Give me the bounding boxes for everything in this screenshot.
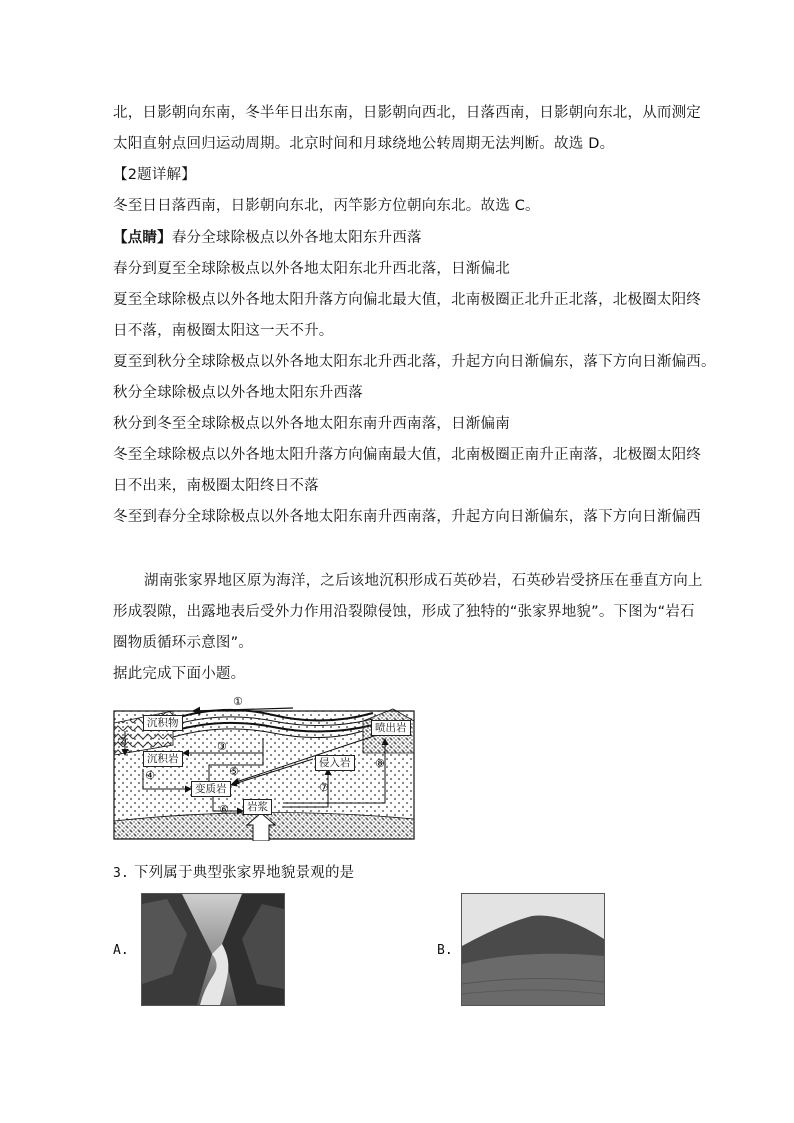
label-sediment: 沉积物: [143, 715, 183, 731]
process-number: ①: [233, 695, 243, 708]
label-sedimentary-rock: 沉积岩: [143, 751, 183, 767]
tip-label: 【点睛】: [113, 230, 172, 246]
process-number: ②: [117, 735, 127, 748]
text-line: 北，日影朝向东南，冬半年日出东南，日影朝向西北，日落西南，日影朝向东北，从而测定: [113, 105, 701, 121]
label-extrusive-rock: 喷出岩: [371, 720, 411, 736]
option-b-letter: B.: [437, 943, 453, 958]
label-metamorphic-rock: 变质岩: [191, 781, 231, 797]
text-line: 日不出来，南极圈太阳终日不落: [113, 478, 319, 494]
text-line: 秋分全球除极点以外各地太阳东升西落: [113, 385, 363, 401]
option-a-photo-gorge: [141, 893, 285, 1006]
rock-cycle-diagram: [113, 693, 419, 841]
tip-line: [113, 228, 422, 248]
option-b-photo-dune: [461, 893, 605, 1006]
process-number: ⑤: [229, 765, 239, 778]
process-number: ⑥: [219, 803, 229, 816]
label-magma: 岩浆: [243, 799, 272, 815]
text-line: 冬至全球除极点以外各地太阳升落方向偏南最大值，北南极圈正南升正南落，北极圈太阳终: [113, 447, 701, 463]
label-intrusive-rock: 侵入岩: [315, 755, 355, 771]
question-text: 下列属于典型张家界地貌景观的是: [133, 865, 355, 881]
question-3: [113, 863, 354, 884]
passage-line: 湖南张家界地区原为海洋，之后该地沉积形成石英砂岩，石英砂岩受挤压在垂直方向上: [144, 573, 703, 589]
text-line: 冬至日日落西南，日影朝向东北，丙竿影方位朝向东北。故选 C。: [113, 198, 540, 214]
text-line: 日不落，南极圈太阳这一天不升。: [113, 323, 334, 339]
text-line: 夏至到秋分全球除极点以外各地太阳东北升西北落，升起方向日渐偏东，落下方向日渐偏西。: [113, 354, 716, 370]
text-line: 太阳直射点回归运动周期。北京时间和月球绕地公转周期无法判断。故选 D。: [113, 136, 615, 152]
passage-line: 形成裂隙，出露地表后受外力作用沿裂隙侵蚀，形成了独特的“张家界地貌”。下图为“岩石: [113, 604, 695, 620]
tip-text: 春分全球除极点以外各地太阳东升西落: [171, 230, 422, 246]
text-line: 夏至全球除极点以外各地太阳升落方向偏北最大值，北南极圈正北升正北落，北极圈太阳终: [113, 292, 701, 308]
process-number: ④: [145, 769, 155, 782]
process-number: ⑦: [319, 781, 329, 794]
option-a-letter: A.: [113, 943, 129, 958]
process-number: ⑧: [375, 757, 385, 770]
text-line: 冬至到春分全球除极点以外各地太阳东南升西南落，升起方向日渐偏东，落下方向日渐偏西: [113, 509, 701, 525]
passage-line: 圈物质循环示意图”。: [113, 635, 254, 651]
question-number: 3.: [113, 866, 130, 881]
section-heading: 【2题详解】: [113, 167, 196, 183]
passage-line: 据此完成下面小题。: [113, 666, 246, 682]
text-line: 春分到夏至全球除极点以外各地太阳东北升西北落，日渐偏北: [113, 261, 510, 277]
process-number: ③: [217, 740, 227, 753]
text-line: 秋分到冬至全球除极点以外各地太阳东南升西南落，日渐偏南: [113, 416, 510, 432]
